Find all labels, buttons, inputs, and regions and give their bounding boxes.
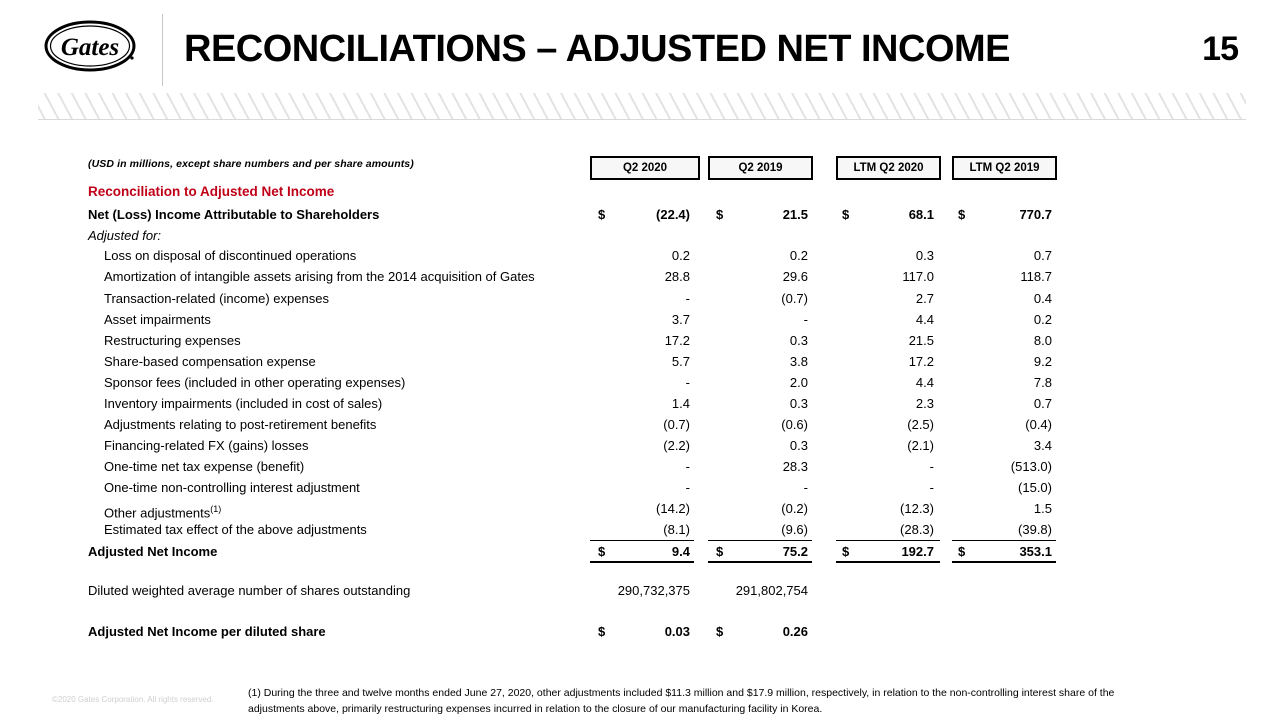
page-number: 15 xyxy=(1202,30,1238,68)
table-row xyxy=(0,289,1280,309)
row-value: (15.0) xyxy=(1018,480,1052,495)
row-value: 17.2 xyxy=(908,354,934,369)
row-label: Share-based compensation expense xyxy=(104,354,316,369)
row-value: (12.3) xyxy=(900,501,934,516)
currency-symbol: $ xyxy=(842,544,850,559)
table-row xyxy=(0,226,1280,246)
row-label: Sponsor fees (included in other operating expenses) xyxy=(104,375,406,390)
row-value: 17.2 xyxy=(664,333,690,348)
total-top-rule xyxy=(952,540,1056,541)
row-label: Financing-related FX (gains) losses xyxy=(104,438,309,453)
row-value: (2.2) xyxy=(663,438,690,453)
table-row xyxy=(0,267,1280,287)
row-value: - xyxy=(929,459,934,474)
table-row xyxy=(0,415,1280,435)
row-value: 2.3 xyxy=(915,396,934,411)
row-value: (28.3) xyxy=(900,522,934,537)
row-value: - xyxy=(929,480,934,495)
table-row xyxy=(0,310,1280,330)
page-title: RECONCILIATIONS – ADJUSTED NET INCOME xyxy=(184,28,1010,70)
total-bottom-rule xyxy=(590,561,694,563)
row-value: 0.7 xyxy=(1033,396,1052,411)
column-header-ltm-q2-2020: LTM Q2 2020 xyxy=(836,156,941,180)
row-value: 3.7 xyxy=(671,312,690,327)
column-header-q2-2020: Q2 2020 xyxy=(590,156,700,180)
row-value: 5.7 xyxy=(671,354,690,369)
row-value: (22.4) xyxy=(656,207,690,222)
row-value: (14.2) xyxy=(656,501,690,516)
row-value: 0.3 xyxy=(789,438,808,453)
currency-symbol: $ xyxy=(842,207,850,222)
row-value: 68.1 xyxy=(908,207,934,222)
row-value: 2.7 xyxy=(915,291,934,306)
row-label: Asset impairments xyxy=(104,312,211,327)
row-value: - xyxy=(685,480,690,495)
row-label: Adjusted Net Income per diluted share xyxy=(88,624,326,639)
row-label: Amortization of intangible assets arising from the 2014 acquisition of Gates xyxy=(104,269,535,284)
total-top-rule xyxy=(836,540,940,541)
row-label: Adjusted Net Income xyxy=(88,544,218,559)
row-value: 28.3 xyxy=(782,459,808,474)
row-value: 21.5 xyxy=(782,207,808,222)
currency-symbol: $ xyxy=(716,544,724,559)
table-row xyxy=(0,499,1280,519)
row-value: - xyxy=(685,375,690,390)
row-value: 117.0 xyxy=(902,269,934,284)
row-label: Estimated tax effect of the above adjustments xyxy=(104,522,367,537)
row-label: Diluted weighted average number of shares outstanding xyxy=(88,583,411,598)
row-label: Inventory impairments (included in cost of sales) xyxy=(104,396,383,411)
row-value: (2.5) xyxy=(907,417,934,432)
row-value: 1.5 xyxy=(1033,501,1052,516)
row-value: - xyxy=(685,459,690,474)
row-value: 1.4 xyxy=(671,396,690,411)
row-value: - xyxy=(803,480,808,495)
footnote-text: (1) During the three and twelve months ended June 27, 2020, other adjustments included $11.3 million and $17.9 million, respectively, in relation to the non-controlling interest share of the adjustments above, primarily restructuring expenses incurred in relation to the closure of our manufacturing facility in Korea. xyxy=(248,687,1115,715)
row-value: (0.2) xyxy=(781,501,808,516)
table-row xyxy=(0,436,1280,456)
total-top-rule xyxy=(708,540,812,541)
table-row xyxy=(0,478,1280,498)
currency-symbol: $ xyxy=(598,207,606,222)
table-row xyxy=(0,331,1280,351)
row-value: - xyxy=(803,312,808,327)
row-value: - xyxy=(685,291,690,306)
row-label: Adjusted for: xyxy=(88,228,161,243)
row-value: (513.0) xyxy=(1010,459,1052,474)
row-value: 8.0 xyxy=(1033,333,1052,348)
currency-symbol: $ xyxy=(598,544,606,559)
row-value: 21.5 xyxy=(908,333,934,348)
currency-symbol: $ xyxy=(598,624,606,639)
row-value: 0.26 xyxy=(782,624,808,639)
currency-symbol: $ xyxy=(716,624,724,639)
row-value: (0.6) xyxy=(781,417,808,432)
row-value: 4.4 xyxy=(915,312,934,327)
row-value: (0.4) xyxy=(1025,417,1052,432)
svg-text:Gates: Gates xyxy=(60,34,120,61)
total-bottom-rule xyxy=(952,561,1056,563)
row-value: 770.7 xyxy=(1019,207,1052,222)
row-label: Transaction-related (income) expenses xyxy=(104,291,329,306)
table-row xyxy=(0,520,1280,540)
currency-symbol: $ xyxy=(958,207,966,222)
row-value: 29.6 xyxy=(782,269,808,284)
row-label: Net (Loss) Income Attributable to Shareholders xyxy=(88,207,380,222)
column-header-q2-2019: Q2 2019 xyxy=(708,156,813,180)
row-label: One-time non-controlling interest adjustment xyxy=(104,480,360,495)
row-value: 0.7 xyxy=(1033,248,1052,263)
table-row xyxy=(0,246,1280,266)
row-value: 3.8 xyxy=(789,354,808,369)
currency-symbol: $ xyxy=(958,544,966,559)
row-value: 118.7 xyxy=(1020,269,1052,284)
row-value: 353.1 xyxy=(1019,544,1052,559)
row-value: 290,732,375 xyxy=(617,583,690,598)
row-value: 0.2 xyxy=(789,248,808,263)
row-label-text: Other adjustments xyxy=(104,505,211,521)
currency-symbol: $ xyxy=(716,207,724,222)
table-row xyxy=(0,394,1280,414)
row-value: 3.4 xyxy=(1033,438,1052,453)
row-value: 4.4 xyxy=(915,375,934,390)
row-label: One-time net tax expense (benefit) xyxy=(104,459,305,474)
total-bottom-rule xyxy=(708,561,812,563)
column-header-ltm-q2-2019: LTM Q2 2019 xyxy=(952,156,1057,180)
table-row xyxy=(0,205,1280,225)
row-value: 9.4 xyxy=(671,544,690,559)
table-row-total xyxy=(0,542,1280,562)
copyright-notice: ©2020 Gates Corporation. All rights reserved. xyxy=(52,695,214,704)
row-value: (0.7) xyxy=(663,417,690,432)
table-row-per-share xyxy=(0,622,1280,642)
row-value: 0.3 xyxy=(789,333,808,348)
total-top-rule xyxy=(590,540,694,541)
table-row xyxy=(0,457,1280,477)
row-value: (2.1) xyxy=(907,438,934,453)
row-value: 0.3 xyxy=(915,248,934,263)
units-note: (USD in millions, except share numbers and per share amounts) xyxy=(88,158,414,170)
row-value: 75.2 xyxy=(782,544,808,559)
row-value: 0.3 xyxy=(789,396,808,411)
total-bottom-rule xyxy=(836,561,940,563)
row-value: 0.2 xyxy=(1033,312,1052,327)
row-value: 9.2 xyxy=(1033,354,1052,369)
row-value: 0.4 xyxy=(1033,291,1052,306)
row-value: 0.2 xyxy=(671,248,690,263)
row-value: 0.03 xyxy=(664,624,690,639)
table-row xyxy=(0,373,1280,393)
row-value: 291,802,754 xyxy=(735,583,808,598)
footnote-marker: (1) xyxy=(210,504,222,514)
row-label: Loss on disposal of discontinued operations xyxy=(104,248,357,263)
section-title: Reconciliation to Adjusted Net Income xyxy=(88,184,335,199)
row-value: 2.0 xyxy=(789,375,808,390)
row-value: (0.7) xyxy=(781,291,808,306)
row-label: Restructuring expenses xyxy=(104,333,241,348)
row-value: (9.6) xyxy=(781,522,808,537)
row-value: (39.8) xyxy=(1018,522,1052,537)
table-row xyxy=(0,352,1280,372)
row-value: 7.8 xyxy=(1033,375,1052,390)
row-label: Adjustments relating to post-retirement benefits xyxy=(104,417,377,432)
row-value: (8.1) xyxy=(663,522,690,537)
row-value: 28.8 xyxy=(664,269,690,284)
table-row-shares xyxy=(0,581,1280,601)
row-value: 192.7 xyxy=(901,544,934,559)
